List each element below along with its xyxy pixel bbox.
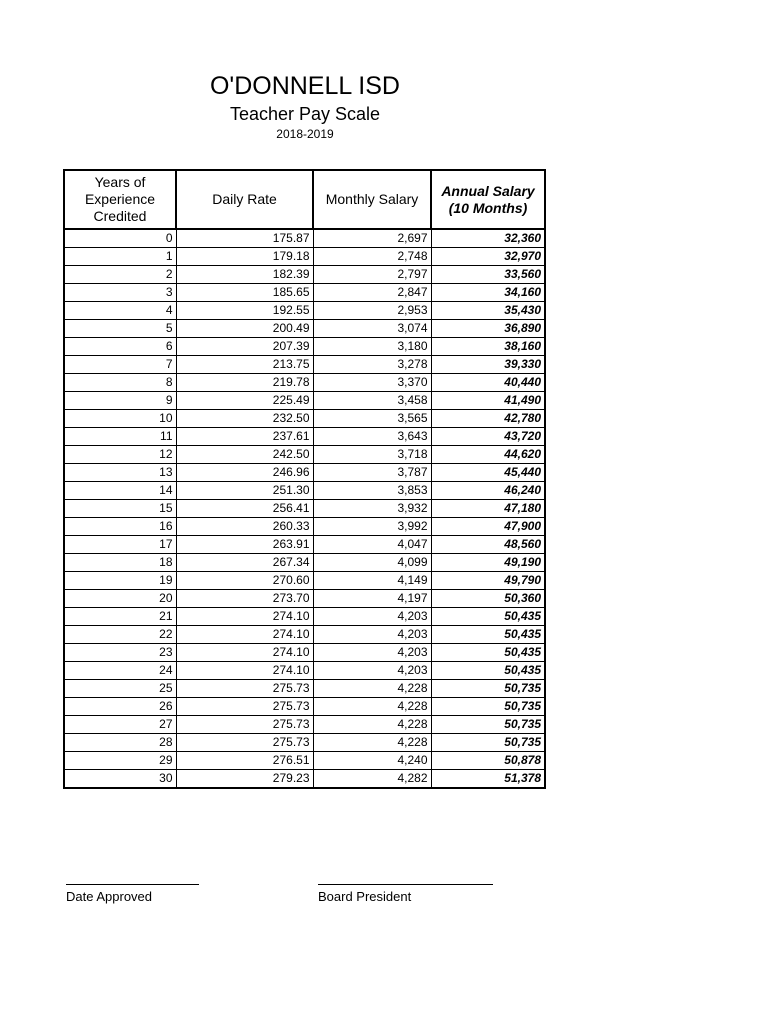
- cell-years: 10: [64, 410, 176, 428]
- table-row: [64, 482, 545, 500]
- cell-years: 11: [64, 428, 176, 446]
- cell-monthly-salary: 4,099: [313, 554, 431, 572]
- cell-daily-rate: 273.70: [176, 590, 313, 608]
- cell-years: 2: [64, 266, 176, 284]
- table-row: [64, 518, 545, 536]
- cell-years: 15: [64, 500, 176, 518]
- cell-monthly-salary: 2,953: [313, 302, 431, 320]
- cell-years: 13: [64, 464, 176, 482]
- cell-daily-rate: 260.33: [176, 518, 313, 536]
- district-title: O'DONNELL ISD: [209, 72, 400, 100]
- cell-annual-salary: 36,890: [431, 320, 545, 338]
- cell-annual-salary: 50,735: [431, 680, 545, 698]
- cell-annual-salary: 33,560: [431, 266, 545, 284]
- cell-annual-salary: 50,435: [431, 626, 545, 644]
- cell-monthly-salary: 2,748: [313, 248, 431, 266]
- column-header-monthly-salary: Monthly Salary: [313, 170, 431, 229]
- cell-monthly-salary: 3,932: [313, 500, 431, 518]
- cell-daily-rate: 246.96: [176, 464, 313, 482]
- date-approved-label: Date Approved: [66, 889, 153, 904]
- cell-years: 16: [64, 518, 176, 536]
- table-row: [64, 229, 545, 248]
- cell-annual-salary: 39,330: [431, 356, 545, 374]
- date-signature-line: [66, 874, 199, 885]
- cell-monthly-salary: 3,787: [313, 464, 431, 482]
- cell-annual-salary: 34,160: [431, 284, 545, 302]
- cell-years: 22: [64, 626, 176, 644]
- cell-annual-salary: 42,780: [431, 410, 545, 428]
- table-row: [64, 284, 545, 302]
- cell-monthly-salary: 4,240: [313, 752, 431, 770]
- cell-years: 23: [64, 644, 176, 662]
- table-row: [64, 770, 545, 789]
- cell-annual-salary: 50,735: [431, 734, 545, 752]
- cell-years: 29: [64, 752, 176, 770]
- date-approved-block: [66, 874, 199, 904]
- school-year: 2018-2019: [276, 127, 334, 141]
- cell-annual-salary: 47,180: [431, 500, 545, 518]
- cell-annual-salary: 35,430: [431, 302, 545, 320]
- table-row: [64, 464, 545, 482]
- cell-annual-salary: 51,378: [431, 770, 545, 789]
- table-row: [64, 716, 545, 734]
- cell-annual-salary: 47,900: [431, 518, 545, 536]
- table-row: [64, 446, 545, 464]
- table-row: [64, 248, 545, 266]
- cell-monthly-salary: 3,278: [313, 356, 431, 374]
- cell-years: 6: [64, 338, 176, 356]
- table-row: [64, 338, 545, 356]
- cell-years: 27: [64, 716, 176, 734]
- table-body: [64, 229, 545, 788]
- cell-monthly-salary: 2,847: [313, 284, 431, 302]
- pay-scale-table: [63, 169, 546, 789]
- cell-daily-rate: 175.87: [176, 229, 313, 248]
- cell-annual-salary: 50,735: [431, 698, 545, 716]
- cell-years: 24: [64, 662, 176, 680]
- cell-annual-salary: 40,440: [431, 374, 545, 392]
- table-row: [64, 698, 545, 716]
- cell-years: 0: [64, 229, 176, 248]
- cell-annual-salary: 32,970: [431, 248, 545, 266]
- cell-years: 25: [64, 680, 176, 698]
- cell-annual-salary: 32,360: [431, 229, 545, 248]
- table-row: [64, 608, 545, 626]
- cell-years: 30: [64, 770, 176, 789]
- table-row: [64, 302, 545, 320]
- cell-daily-rate: 275.73: [176, 680, 313, 698]
- cell-daily-rate: 274.10: [176, 608, 313, 626]
- table-row: [64, 554, 545, 572]
- cell-monthly-salary: 3,992: [313, 518, 431, 536]
- cell-annual-salary: 45,440: [431, 464, 545, 482]
- cell-years: 14: [64, 482, 176, 500]
- table-row: [64, 752, 545, 770]
- cell-daily-rate: 232.50: [176, 410, 313, 428]
- cell-daily-rate: 182.39: [176, 266, 313, 284]
- cell-monthly-salary: 3,643: [313, 428, 431, 446]
- cell-daily-rate: 275.73: [176, 698, 313, 716]
- cell-annual-salary: 49,190: [431, 554, 545, 572]
- cell-daily-rate: 274.10: [176, 626, 313, 644]
- cell-daily-rate: 207.39: [176, 338, 313, 356]
- cell-monthly-salary: 3,565: [313, 410, 431, 428]
- cell-daily-rate: 275.73: [176, 716, 313, 734]
- table-header-row: [64, 170, 545, 229]
- cell-monthly-salary: 4,203: [313, 626, 431, 644]
- table-row: [64, 320, 545, 338]
- cell-monthly-salary: 4,203: [313, 662, 431, 680]
- cell-daily-rate: 276.51: [176, 752, 313, 770]
- cell-annual-salary: 50,435: [431, 608, 545, 626]
- cell-daily-rate: 263.91: [176, 536, 313, 554]
- cell-annual-salary: 50,360: [431, 590, 545, 608]
- cell-daily-rate: 185.65: [176, 284, 313, 302]
- cell-daily-rate: 274.10: [176, 662, 313, 680]
- cell-monthly-salary: 4,228: [313, 734, 431, 752]
- cell-years: 12: [64, 446, 176, 464]
- table-row: [64, 626, 545, 644]
- cell-monthly-salary: 2,797: [313, 266, 431, 284]
- cell-years: 3: [64, 284, 176, 302]
- cell-monthly-salary: 3,180: [313, 338, 431, 356]
- cell-daily-rate: 179.18: [176, 248, 313, 266]
- table-row: [64, 392, 545, 410]
- cell-years: 8: [64, 374, 176, 392]
- cell-daily-rate: 251.30: [176, 482, 313, 500]
- table-row: [64, 662, 545, 680]
- cell-monthly-salary: 4,228: [313, 680, 431, 698]
- cell-annual-salary: 46,240: [431, 482, 545, 500]
- cell-daily-rate: 192.55: [176, 302, 313, 320]
- table-row: [64, 428, 545, 446]
- cell-monthly-salary: 3,718: [313, 446, 431, 464]
- cell-years: 26: [64, 698, 176, 716]
- table-row: [64, 500, 545, 518]
- table-row: [64, 356, 545, 374]
- cell-daily-rate: 267.34: [176, 554, 313, 572]
- board-president-block: [318, 874, 493, 904]
- cell-years: 1: [64, 248, 176, 266]
- column-header-daily-rate: Daily Rate: [176, 170, 313, 229]
- table-row: [64, 680, 545, 698]
- cell-years: 20: [64, 590, 176, 608]
- cell-years: 17: [64, 536, 176, 554]
- cell-monthly-salary: 3,853: [313, 482, 431, 500]
- table-row: [64, 536, 545, 554]
- cell-monthly-salary: 4,197: [313, 590, 431, 608]
- board-president-label: Board President: [318, 889, 412, 904]
- cell-monthly-salary: 4,047: [313, 536, 431, 554]
- document-subtitle: Teacher Pay Scale: [229, 104, 381, 124]
- cell-annual-salary: 41,490: [431, 392, 545, 410]
- cell-years: 7: [64, 356, 176, 374]
- table-row: [64, 374, 545, 392]
- cell-daily-rate: 237.61: [176, 428, 313, 446]
- cell-daily-rate: 274.10: [176, 644, 313, 662]
- table-row: [64, 572, 545, 590]
- cell-monthly-salary: 4,228: [313, 716, 431, 734]
- cell-annual-salary: 50,435: [431, 662, 545, 680]
- cell-annual-salary: 50,435: [431, 644, 545, 662]
- cell-monthly-salary: 4,203: [313, 644, 431, 662]
- cell-daily-rate: 242.50: [176, 446, 313, 464]
- cell-annual-salary: 43,720: [431, 428, 545, 446]
- cell-monthly-salary: 4,228: [313, 698, 431, 716]
- table-row: [64, 590, 545, 608]
- cell-daily-rate: 213.75: [176, 356, 313, 374]
- cell-annual-salary: 44,620: [431, 446, 545, 464]
- cell-monthly-salary: 3,370: [313, 374, 431, 392]
- table-row: [64, 734, 545, 752]
- cell-daily-rate: 225.49: [176, 392, 313, 410]
- table-row: [64, 644, 545, 662]
- column-header-annual-salary: Annual Salary (10 Months): [431, 170, 545, 229]
- cell-annual-salary: 38,160: [431, 338, 545, 356]
- cell-monthly-salary: 4,149: [313, 572, 431, 590]
- cell-daily-rate: 279.23: [176, 770, 313, 789]
- cell-years: 21: [64, 608, 176, 626]
- cell-monthly-salary: 3,458: [313, 392, 431, 410]
- table-row: [64, 266, 545, 284]
- cell-annual-salary: 50,878: [431, 752, 545, 770]
- cell-years: 18: [64, 554, 176, 572]
- cell-daily-rate: 200.49: [176, 320, 313, 338]
- cell-annual-salary: 49,790: [431, 572, 545, 590]
- cell-annual-salary: 48,560: [431, 536, 545, 554]
- cell-daily-rate: 270.60: [176, 572, 313, 590]
- cell-daily-rate: 256.41: [176, 500, 313, 518]
- cell-years: 9: [64, 392, 176, 410]
- cell-monthly-salary: 3,074: [313, 320, 431, 338]
- cell-years: 5: [64, 320, 176, 338]
- table-row: [64, 410, 545, 428]
- cell-monthly-salary: 4,282: [313, 770, 431, 789]
- cell-daily-rate: 275.73: [176, 734, 313, 752]
- cell-daily-rate: 219.78: [176, 374, 313, 392]
- cell-annual-salary: 50,735: [431, 716, 545, 734]
- cell-years: 19: [64, 572, 176, 590]
- cell-years: 4: [64, 302, 176, 320]
- column-header-years: Years of Experience Credited: [64, 170, 176, 229]
- president-signature-line: [318, 874, 493, 885]
- cell-monthly-salary: 4,203: [313, 608, 431, 626]
- cell-monthly-salary: 2,697: [313, 229, 431, 248]
- cell-years: 28: [64, 734, 176, 752]
